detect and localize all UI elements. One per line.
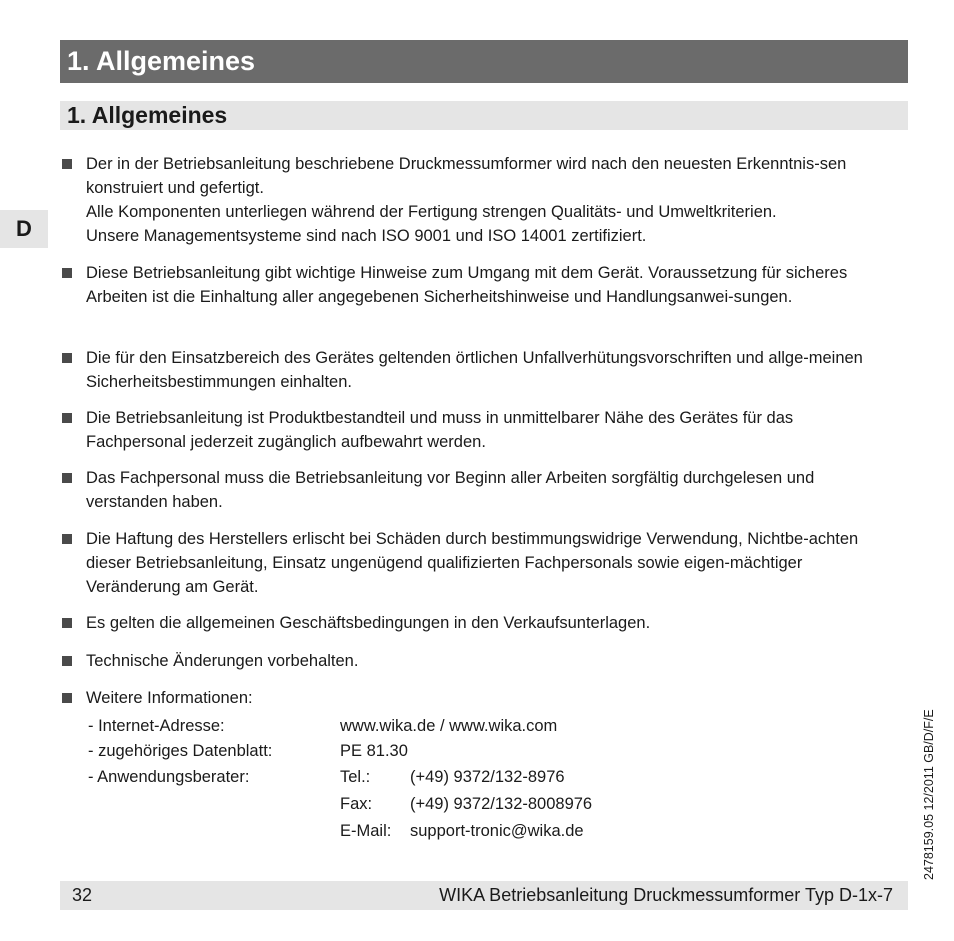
square-bullet-icon [62,353,72,363]
info-label: - Anwendungsberater: [88,768,250,786]
bullet-text: Weitere Informationen: [86,689,253,707]
info-value: www.wika.de / www.wika.com [340,717,558,735]
bullet-text: Alle Komponenten unterliegen während der Fertigung strengen Qualitäts- und Umweltkriterien. [86,203,777,221]
list-item [62,406,897,454]
square-bullet-icon [62,413,72,423]
document-reference: WIKA Betriebsanleitung Druckmessumformer Typ D-1x-7 [439,885,893,905]
chapter-title: 1. Allgemeines [60,40,908,83]
list-item [62,152,897,248]
list-item [62,261,897,309]
info-label: Fax: [340,795,373,813]
list-item [62,686,897,710]
square-bullet-icon [62,534,72,544]
square-bullet-icon [62,159,72,169]
bullet-text: Der in der Betriebsanleitung beschriebene Druckmessumformer wird nach den neuesten Erkenntnis-sen konstruiert und gefertigt. [86,155,847,197]
square-bullet-icon [62,618,72,628]
bullet-text: Es gelten die allgemeinen Geschäftsbedingungen in den Verkaufsunterlagen. [86,614,651,632]
info-label: E-Mail: [340,822,392,840]
info-value: (+49) 9372/132-8976 [410,768,565,786]
language-tab: D [0,210,48,248]
bullet-text: Die Haftung des Herstellers erlischt bei Schäden durch bestimmungswidrige Verwendung, Nichtbe-achten dieser Betriebsanleitung, Einsatz ungenügend qualifizierten Fachpersonals sowie eigen-mächtiger Veränderung am Gerät. [86,530,859,596]
info-value: (+49) 9372/132-8008976 [410,795,593,813]
document-code: 2478159.05 12/2011 GB/D/F/E [922,709,936,880]
list-item [62,649,897,673]
bullet-text: Diese Betriebsanleitung gibt wichtige Hinweise zum Umgang mit dem Gerät. Voraussetzung für sicheres Arbeiten ist die Einhaltung aller angegebenen Sicherheitshinweise und Handlungsanwei-sungen. [86,264,848,306]
page-footer [60,881,908,910]
list-item [62,611,897,635]
info-value: PE 81.30 [340,742,408,760]
square-bullet-icon [62,656,72,666]
square-bullet-icon [62,693,72,703]
bullet-text: Technische Änderungen vorbehalten. [86,652,359,670]
list-item [62,346,897,394]
section-title: 1. Allgemeines [60,101,908,130]
info-label: - Internet-Adresse: [88,717,225,735]
list-item [62,466,897,514]
square-bullet-icon [62,473,72,483]
square-bullet-icon [62,268,72,278]
bullet-text: Das Fachpersonal muss die Betriebsanleitung vor Beginn aller Arbeiten sorgfältig durchgelesen und verstanden haben. [86,469,815,511]
info-label: - zugehöriges Datenblatt: [88,742,273,760]
bullet-text: Die für den Einsatzbereich des Gerätes geltenden örtlichen Unfallverhütungsvorschriften und allge-meinen Sicherheitsbestimmungen einhalten. [86,349,863,391]
bullet-text: Die Betriebsanleitung ist Produktbestandteil und muss in unmittelbarer Nähe des Gerätes für das Fachpersonal jederzeit zugänglich aufbewahrt werden. [86,409,794,451]
info-value: support-tronic@wika.de [410,822,584,840]
list-item [62,527,897,599]
bullet-text: Unsere Managementsysteme sind nach ISO 9001 und ISO 14001 zertifiziert. [86,227,647,245]
page-number: 32 [72,885,93,905]
info-label: Tel.: [340,768,371,786]
